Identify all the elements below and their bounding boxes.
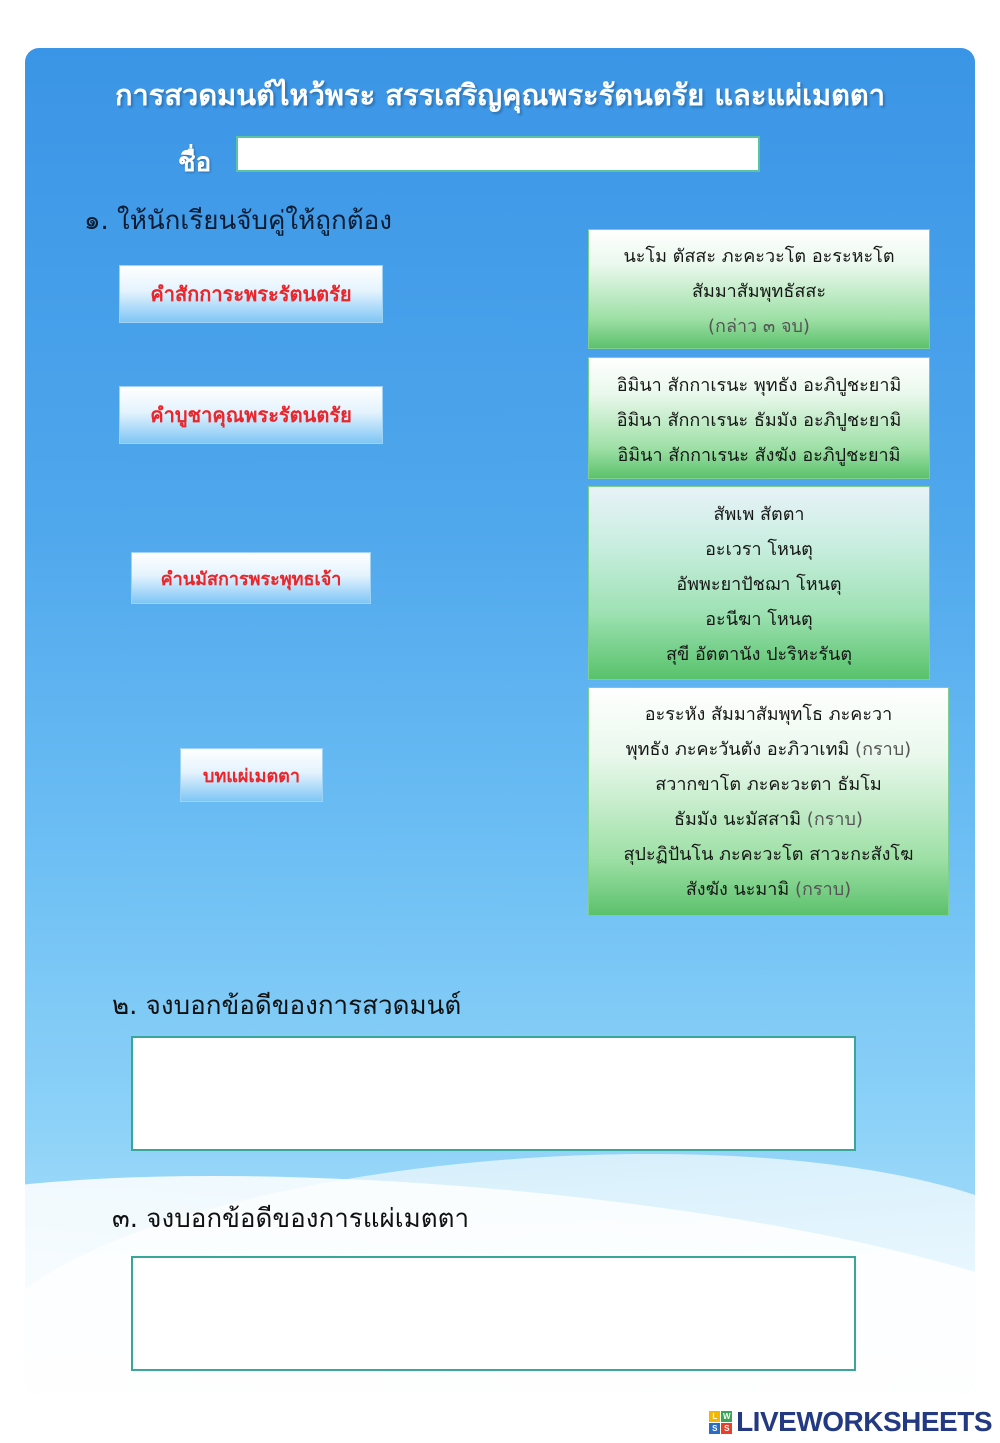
match-card-4[interactable]	[588, 687, 949, 916]
card-line: สุขี อัตตานัง ปะริหะรันตุ	[665, 644, 853, 665]
krab-note: (กราบ)	[855, 739, 912, 760]
match-card-3[interactable]	[588, 486, 930, 680]
card-line: อิมินา สักกาเรนะ พุทธัง อะภิปูชะยามิ	[616, 375, 902, 396]
krab-note: (กราบ)	[795, 879, 852, 900]
logo-text: LIVEWORKSHEETS	[736, 1406, 992, 1437]
card-line: อะระหัง สัมมาสัมพุทโธ ภะคะวา	[644, 704, 893, 725]
card-line	[599, 872, 938, 907]
question-1: ๑. ให้นักเรียนจับคู่ให้ถูกต้อง	[84, 206, 392, 236]
card-line: อิมินา สักกาเรนะ ธัมมัง อะภิปูชะยามิ	[616, 410, 902, 431]
match-item-1[interactable]: คำสักการะพระรัตนตรัย	[119, 265, 383, 323]
question-2: ๒. จงบอกข้อดีของการสวดมนต์	[112, 991, 462, 1021]
logo-mark-cell: S	[709, 1423, 720, 1434]
match-card-2[interactable]	[588, 357, 930, 479]
logo-icon	[709, 1411, 732, 1434]
match-item-2[interactable]: คำบูชาคุณพระรัตนตรัย	[119, 386, 383, 444]
logo-mark-cell: S	[721, 1423, 732, 1434]
match-card-1[interactable]	[588, 229, 930, 349]
card-line: สุปะฏิปันโน ภะคะวะโต สาวะกะสังโฆ	[623, 844, 914, 865]
match-item-4[interactable]: บทแผ่เมตตา	[180, 748, 323, 802]
card-line-text: สังฆัง นะมามิ	[685, 879, 790, 900]
card-line: อะเวรา โหนตุ	[705, 539, 813, 560]
answer-box-2[interactable]	[131, 1036, 856, 1151]
card-line: อะนีฆา โหนตุ	[705, 609, 813, 630]
card-line: อัพพะยาปัชฌา โหนตุ	[676, 574, 842, 595]
question-3: ๓. จงบอกข้อดีของการแผ่เมตตา	[112, 1204, 470, 1234]
krab-note: (กราบ)	[806, 809, 863, 830]
card-line	[599, 732, 938, 767]
card-line: สัมมาสัมพุทธัสสะ	[691, 281, 827, 302]
match-item-3[interactable]: คำนมัสการพระพุทธเจ้า	[131, 552, 371, 604]
card-line: (กล่าว ๓ จบ)	[708, 316, 810, 337]
card-line: สัพเพ สัตตา	[713, 504, 805, 525]
card-line: อิมินา สักกาเรนะ สังฆัง อะภิปูชะยามิ	[617, 445, 901, 466]
card-line-text: พุทธัง ภะคะวันตัง อะภิวาเทมิ	[625, 739, 850, 760]
answer-box-3[interactable]	[131, 1256, 856, 1371]
card-line: สวากขาโต ภะคะวะตา ธัมโม	[655, 774, 882, 795]
name-input[interactable]	[236, 136, 760, 172]
page-title: การสวดมนต์ไหว้พระ สรรเสริญคุณพระรัตนตรัย และแผ่เมตตา	[114, 78, 886, 112]
liveworksheets-logo	[709, 1406, 992, 1438]
card-line: นะโม ตัสสะ ภะคะวะโต อะระหะโต	[623, 246, 895, 267]
card-line	[599, 802, 938, 837]
card-line-text: ธัมมัง นะมัสสามิ	[674, 809, 802, 830]
name-label: ชื่อ	[178, 148, 212, 178]
logo-mark-cell: W	[723, 1411, 731, 1421]
logo-mark-cell: L	[709, 1411, 720, 1422]
